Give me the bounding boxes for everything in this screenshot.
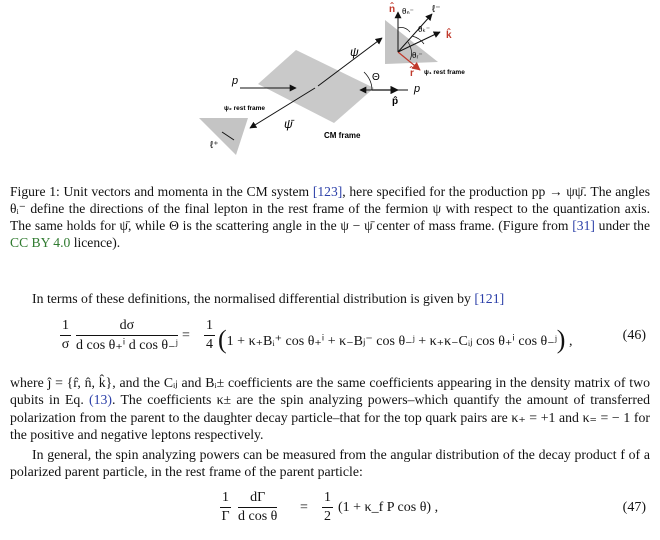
equation-number-46: (46) — [622, 328, 646, 343]
cm-frame-label: CM frame — [324, 131, 361, 140]
p-left-label: p — [232, 75, 239, 87]
k-hat-label: k̂ — [446, 30, 452, 41]
figure-caption: Figure 1: Unit vectors and momenta in the CM system [123], here specified for the production pp → ψψ̄. The angles θᵢ⁻ define the directions of the final lepton in the rest frame of the fermion ψ with respect to the quantization axis. The same holds for ψ̄, while Θ is the scattering angle in the ψ − ψ̄ center of mass frame. (Figure from [31] under the CC BY 4.0 licence). — [10, 184, 650, 250]
equation-ref-13[interactable]: (13) — [89, 392, 113, 408]
eq47-frac-2: $\frac{d\Gamma}{\text{d cos θ}}$ — [238, 490, 278, 524]
paragraph-spin-analyzing: In general, the spin analyzing powers can be measured from the angular distribution of the decay product f of a polarized parent particle, in the rest frame of the parent particle: — [10, 447, 650, 480]
r-hat-label: r̂ — [410, 68, 414, 79]
eq47-frac-1: $\frac{1}{\Gamma}$ — [221, 490, 230, 524]
psi-label: ψ — [350, 45, 359, 59]
psi1-rest-frame-label: ψ₁ rest frame — [424, 69, 465, 76]
citation-link-31[interactable]: [31] — [572, 218, 595, 233]
paragraph-coefficients: where ĵ = {r̂, n̂, k̂}, and the Cᵢⱼ and Bᵢ± coefficients are the same coefficients appearing in the density matrix of two qubits in Eq. (13). The coefficients κ± are the spin analyzing powers–which quantify the amount of transferred polarization from the parent to the daughter decay particle–that for the top quark pairs are κ₊ = +1 and κ₌ = − 1 for the positive and negative leptons respectively. — [10, 375, 650, 443]
ell-plus-label: ℓ⁺ — [210, 140, 219, 151]
citation-link-123[interactable]: [123] — [312, 184, 343, 199]
theta-n-arc — [398, 28, 410, 33]
eq46-frac-2: $\frac{d\sigma}{\text{d cos θ₊ⁱ d cos θ₋ʲ}}$ — [76, 318, 178, 353]
equation-number-47: (47) — [622, 500, 646, 515]
psi-bar-label: ψ̄ — [284, 117, 293, 131]
theta-r-label: θᵣ⁻ — [412, 51, 423, 60]
theta-label: Θ — [372, 72, 380, 83]
license-link[interactable]: CC BY 4.0 — [10, 235, 71, 250]
psi2-rest-frame-plane — [199, 118, 248, 155]
theta-n-label: θₙ⁻ — [402, 7, 414, 16]
eq46-frac-3: $\frac{1}{4}$ — [206, 318, 213, 352]
n-hat-label: n̂ — [389, 4, 396, 15]
equation-47: $\frac{1}{\Gamma}$ $\frac{d\Gamma}{\text{d cos θ}}$ = $\frac{1}{2}$ (1 + κ_f P cos θ) , (47) — [221, 490, 646, 524]
paragraph-intro: In terms of these definitions, the normalised differential distribution is given by [121] — [32, 291, 505, 306]
cm-frame-figure — [0, 0, 660, 180]
theta-k-label: θₖ⁻ — [418, 25, 431, 34]
equation-46: $\frac{1}{\sigma}$ $\frac{d\sigma}{\text{d cos θ₊ⁱ d cos θ₋ʲ}}$ = $\frac{1}{4}$ (1 + κ₊Bᵢ⁺ cos θ₊ⁱ + κ₋Bⱼ⁻ cos θ₋ʲ + κ₊κ₋Cᵢⱼ cos θ₊ⁱ cos θ₋ʲ) , (46) — [61, 318, 646, 354]
ell-minus-label: ℓ⁻ — [432, 4, 441, 15]
eq46-frac-1: $\frac{1}{\sigma}$ — [61, 318, 70, 352]
eq47-frac-3: $\frac{1}{2}$ — [324, 490, 331, 524]
p-right-label: p — [414, 83, 421, 95]
p-hat-label: p̂ — [392, 96, 399, 107]
citation-link-121[interactable]: [121] — [474, 291, 505, 306]
psi2-rest-frame-label: ψ₂ rest frame — [224, 105, 266, 112]
